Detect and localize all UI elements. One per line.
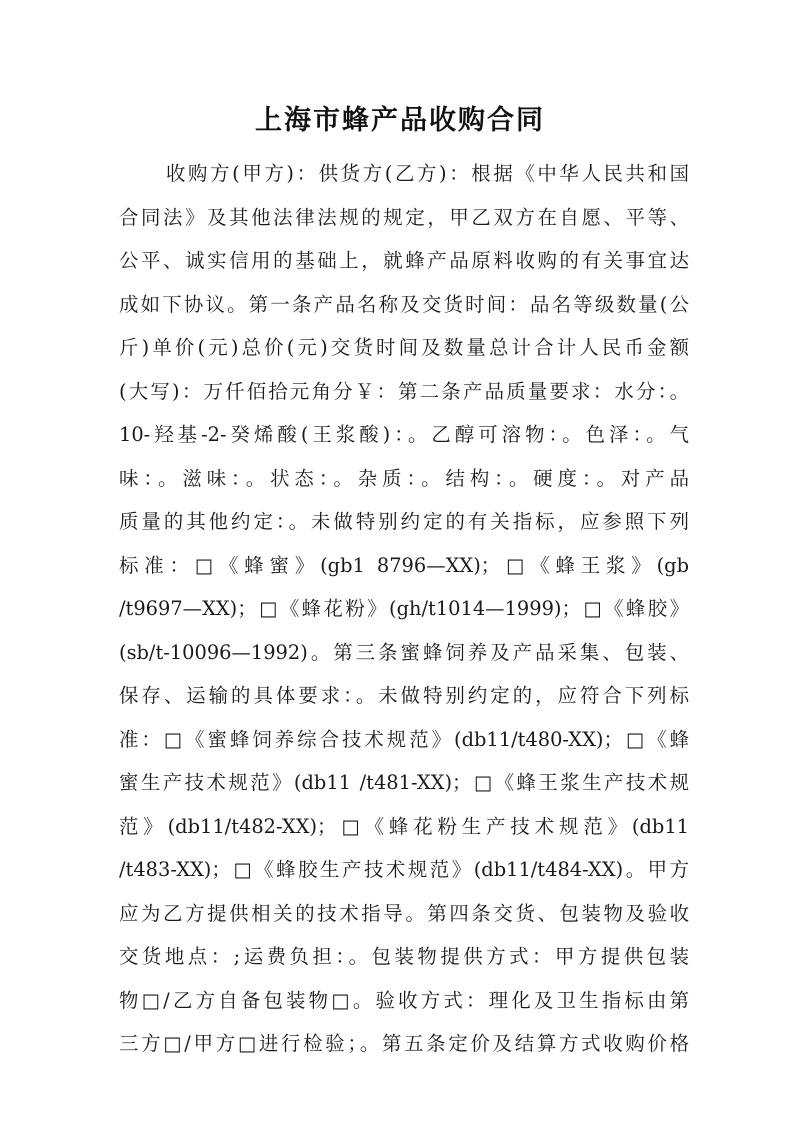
paragraph-line: 10-羟基-2-癸烯酸(王浆酸)：。乙醇可溶物：。色泽：。气 [119, 423, 689, 446]
paragraph-line: 成如下协议。第一条产品名称及交货时间：品名等级数量(公 [119, 292, 689, 316]
paragraph-line: 物□/乙方自备包装物□。验收方式：理化及卫生指标由第 [119, 988, 689, 1012]
paragraph-line: 标准：□《蜂蜜》(gb1 8796—XX)；□《蜂王浆》(gb [119, 553, 689, 577]
paragraph-line: /t9697—XX)；□《蜂花粉》(gh/t1014—1999)；□《蜂胶》 [119, 597, 689, 620]
paragraph-line: 准：□《蜜蜂饲养综合技术规范》(db11/t480-XX)；□《蜂 [119, 727, 689, 751]
paragraph-line: 质量的其他约定：。未做特别约定的有关指标，应参照下列 [119, 510, 689, 533]
paragraph-line: 交货地点：;运费负担：。包装物提供方式：甲方提供包装 [119, 945, 689, 968]
paragraph-line: 合同法》及其他法律法规的规定，甲乙双方在自愿、平等、 [119, 205, 689, 229]
document-title: 上海市蜂产品收购合同 [255, 105, 545, 136]
paragraph-line: (sb/t-10096—1992)。第三条蜜蜂饲养及产品采集、包装、 [119, 640, 689, 664]
paragraph-line: 蜜生产技术规范》(db11 /t481-XX)；□《蜂王浆生产技术规 [119, 771, 689, 794]
paragraph-line: 三方□/甲方□进行检验；。第五条定价及结算方式收购价格 [119, 1032, 689, 1055]
paragraph-line: (大写)：万仟佰拾元角分￥：第二条产品质量要求：水分：。 [119, 379, 689, 403]
contract-body [119, 152, 689, 1066]
paragraph-line: /t483-XX)；□《蜂胶生产技术规范》(db11/t484-XX)。甲方 [119, 858, 689, 881]
paragraph-line: 范》(db11/t482-XX)；□《蜂花粉生产技术规范》(db11 [119, 814, 689, 838]
paragraph-line: 味：。滋味：。状态：。杂质：。结构：。硬度：。对产品 [119, 466, 689, 490]
paragraph-line: 斤)单价(元)总价(元)交货时间及数量总计合计人民币金额 [119, 336, 689, 359]
paragraph-line: 保存、运输的具体要求：。未做特别约定的，应符合下列标 [119, 684, 689, 707]
paragraph-line: 收购方(甲方)：供货方(乙方)：根据《中华人民共和国 [166, 162, 689, 185]
paragraph-line: 公平、诚实信用的基础上，就蜂产品原料收购的有关事宜达 [119, 249, 689, 272]
paragraph-line: 应为乙方提供相关的技术指导。第四条交货、包装物及验收 [119, 901, 689, 925]
